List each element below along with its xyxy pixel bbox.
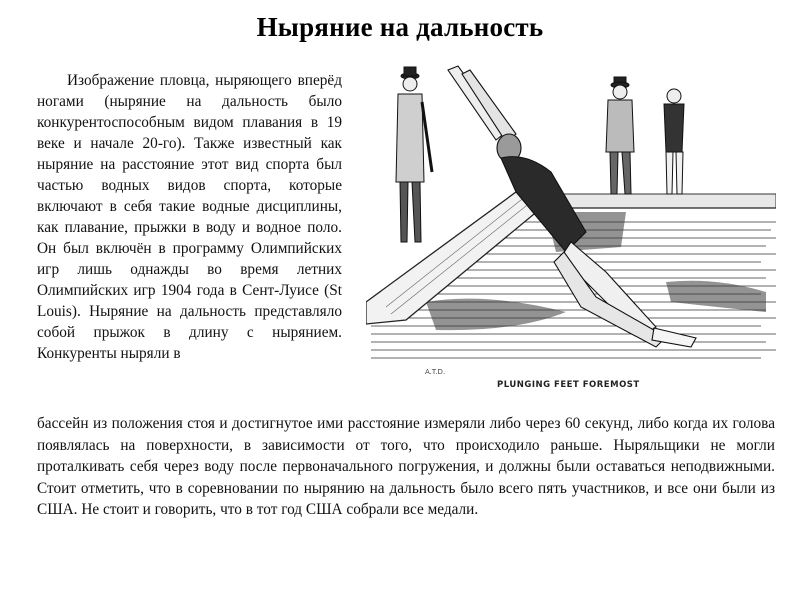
- artist-initials: A.T.D.: [425, 368, 446, 376]
- illustration-caption: PLUNGING FEET FOREMOST: [497, 380, 640, 390]
- spectator-right: [606, 77, 634, 194]
- engraving-illustration: [366, 62, 776, 394]
- body-paragraph-left: Изображение пловца, ныряющего вперёд ногами (ныряние на дальность было конкурентоспособным видом плавания в 19 веке и начале 20-го). Также известный как ныряние на расстояние этот вид спорта был частью водных видов спорта, которые включают в себя такие водные дисциплины, как плавание, прыжки в воду и водное поло. Он был включён в программу Олимпийских игр лишь однажды во время летних Олимпийских игр 1904 года в Сент-Луисе (St Louis). Ныряние на дальность представляло собой прыжок в длину с нырянием. Конкуренты ныряли в: [37, 72, 342, 362]
- slide-title: Ныряние на дальность: [256, 12, 544, 42]
- body-paragraph-continued: бассейн из положения стоя и достигнутое ими расстояние измеряли либо через 60 секунд, либо когда их голова появлялась на поверхности, в зависимости от того, что происходило раньше. Ныряльщики не могли проталкивать себя через воду после первоначального погружения, и должны были оставаться неподвижными. Стоит отметить, что в соревновании по нырянию на дальность было всего пять участников, и все они были из США. Не стоит и говорить, что в тот год США собрали все медали.: [37, 415, 775, 518]
- swimmer-far-right: [664, 89, 684, 194]
- spectator-left: [396, 67, 432, 242]
